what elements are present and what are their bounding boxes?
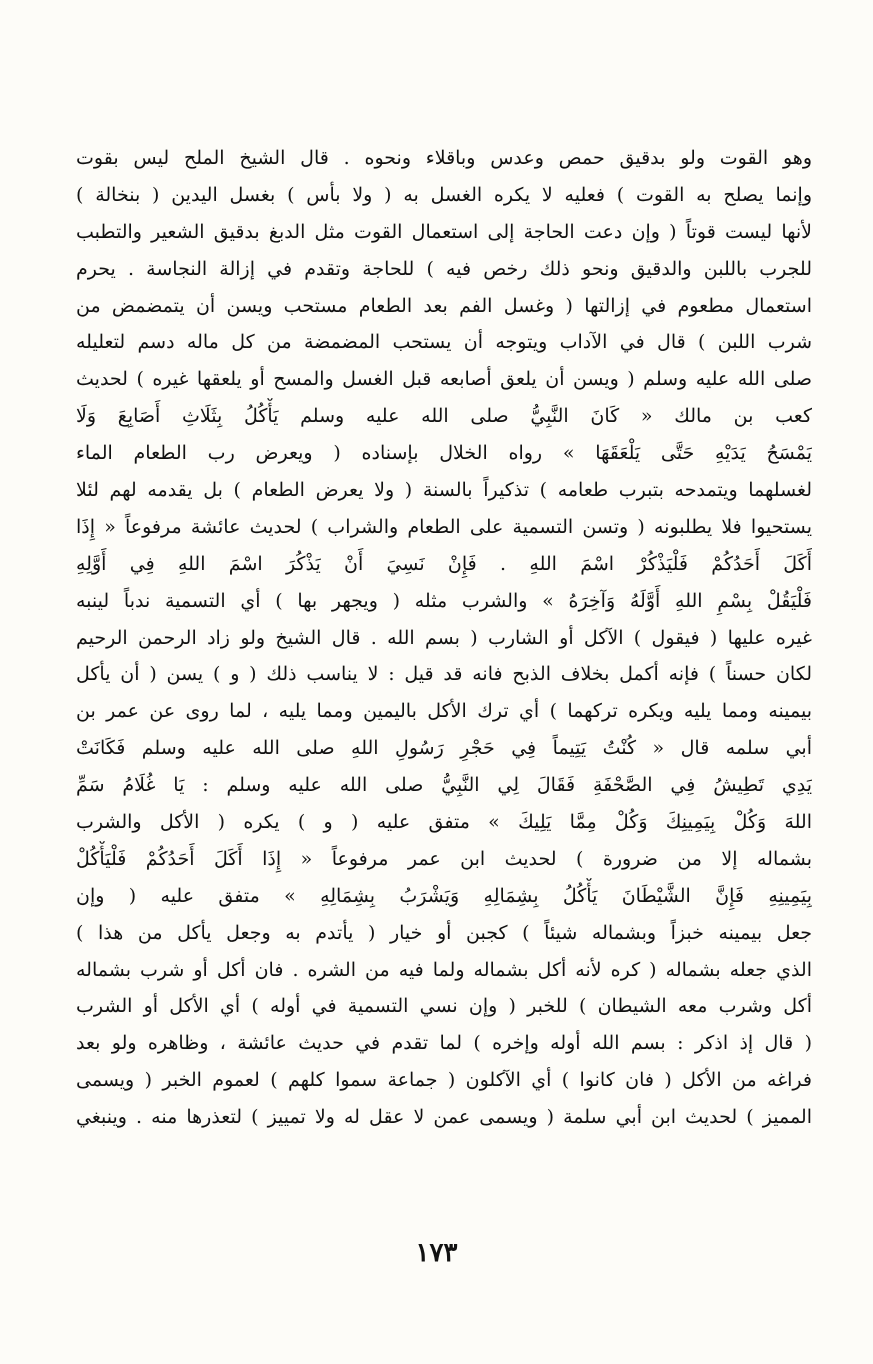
text-line: بِيَمِينِهِ فَإِنَّ الشَّيْطَانَ يَأْكُلُ بِشِمَالِهِ وَيَشْرَبُ بِشِمَالِهِ » متفق عليه ( وإن bbox=[76, 884, 812, 907]
text-line: لغسلهما ويتمدحه بتبرب طعامه ) تذكيراً بالسنة ( ولا يعرض الطعام ) بل يقدمه لهم لئلا bbox=[76, 479, 812, 502]
text-line: لكان حسناً ) فإنه أكمل بخلاف الذبح فانه قد قيل : لا يناسب ذلك ( و ) يسن ( أن يأكل bbox=[76, 663, 812, 686]
text-line: أَكَلَ أَحَدُكُمْ فَلْيَذْكُرْ اسْمَ اللهِ . فَإِنْ نَسِيَ أَنْ يَذْكُرَ اسْمَ اللهِ فِي أَوَّلِهِ bbox=[76, 552, 812, 575]
text-line: وإنما يصلح به القوت ) فعليه لا يكره الغسل به ( ولا بأس ) بغسل اليدين ( بنخالة ) bbox=[76, 183, 812, 206]
text-line: للجرب باللبن والدقيق ونحو ذلك رخص فيه ) للحاجة وتقدم في إزالة النجاسة . يحرم bbox=[76, 257, 812, 280]
text-line: صلى الله عليه وسلم ( ويسن أن يلعق أصابعه قبل الغسل والمسح أو يلعقها غيره ) لحديث bbox=[76, 368, 812, 391]
text-line: وهو القوت ولو بدقيق حمص وعدس وباقلاء ونحوه . قال الشيخ الملح ليس بقوت bbox=[76, 147, 812, 169]
text-line: يَمْسَحُ يَدَيْهِ حَتَّى يَلْعَقَهَا » رواه الخلال بإسناده ( ويعرض رب الطعام الماء bbox=[76, 442, 812, 465]
text-line: بشماله إلا من ضرورة ) لحديث ابن عمر مرفوعاً « إِذَا أَكَلَ أَحَدُكُمْ فَلْيَأْكُلْ bbox=[76, 847, 812, 870]
text-line: شرب اللبن ) قال في الآداب ويتوجه أن يستحب المضمضة من كل ماله دسم لتعليله bbox=[76, 331, 812, 354]
text-line: استعمال مطعوم في إزالتها ( وغسل الفم بعد الطعام مستحب ويسن أن يتمضمض من bbox=[76, 294, 812, 317]
text-line: كعب بن مالك « كَانَ النَّبِيُّ صلى الله عليه وسلم يَأْكُلُ بِثَلَاثِ أَصَابِعَ وَلَا bbox=[76, 405, 812, 428]
text-line: الذي جعله بشماله ( كره لأنه أكل بشماله ولما فيه من الشره . فان أكل أو شرب بشماله bbox=[76, 958, 812, 981]
text-line: ( قال إذ اذكر : بسم الله أوله وإخره ) لما تقدم في حديث عائشة ، وظاهره ولو بعد bbox=[76, 1032, 812, 1055]
text-line: اللهَ وَكُلْ بِيَمِينِكَ وَكُلْ مِمَّا يَلِيكَ » متفق عليه ( و ) يكره ( الأكل والشرب bbox=[76, 811, 812, 834]
text-line: غيره عليها ( فيقول ) الآكل أو الشارب ( بسم الله . قال الشيخ ولو زاد الرحمن الرحيم bbox=[76, 626, 812, 649]
text-line: فَلْيَقُلْ بِسْمِ اللهِ أَوَّلَهُ وَآخِرَهُ » والشرب مثله ( ويجهر بها ) أي التسمية ندباً لينبه bbox=[76, 589, 812, 612]
text-line: يَدِي تَطِيشُ فِي الصَّحْفَةِ فَقَالَ لِي النَّبِيُّ صلى الله عليه وسلم : يَا غُلَامُ سَمِّ bbox=[76, 774, 812, 797]
text-line: المميز ) لحديث ابن أبي سلمة ( ويسمى عمن لا عقل له ولا تمييز ) لتعذرها منه . وينبغي bbox=[76, 1106, 812, 1129]
text-line: لأنها ليست قوتاً ( وإن دعت الحاجة إلى استعمال القوت مثل الدبغ بدقيق الشعير والتطبب bbox=[76, 220, 812, 243]
page-number: ١٧٣ bbox=[415, 1238, 458, 1268]
text-line: يستحيوا فلا يطلبونه ( وتسن التسمية على الطعام والشراب ) لحديث عائشة مرفوعاً « إِذَا bbox=[76, 515, 812, 538]
body-text bbox=[76, 140, 812, 1136]
text-line: جعل بيمينه خبزاً وبشماله شيئاً ) كجبن أو خيار ( يأتدم به وجعل يأكل من هذا ) bbox=[76, 921, 812, 944]
text-line: بيمينه ومما يليه ويكره تركهما ) أي ترك الأكل باليمين ومما يليه ، لما روى عن عمر بن bbox=[76, 700, 812, 723]
text-line: أبي سلمه قال « كُنْتُ يَتِيماً فِي حَجْرِ رَسُولِ اللهِ صلى الله عليه وسلم فَكَانَتْ bbox=[76, 737, 812, 760]
text-line: أكل وشرب معه الشيطان ) للخبر ( وإن نسي التسمية في أوله ) أي الأكل أو الشرب bbox=[76, 995, 812, 1018]
text-line: فراغه من الأكل ( فان كانوا ) أي الآكلون ( جماعة سموا كلهم ) لعموم الخبر ( ويسمى bbox=[76, 1069, 812, 1092]
